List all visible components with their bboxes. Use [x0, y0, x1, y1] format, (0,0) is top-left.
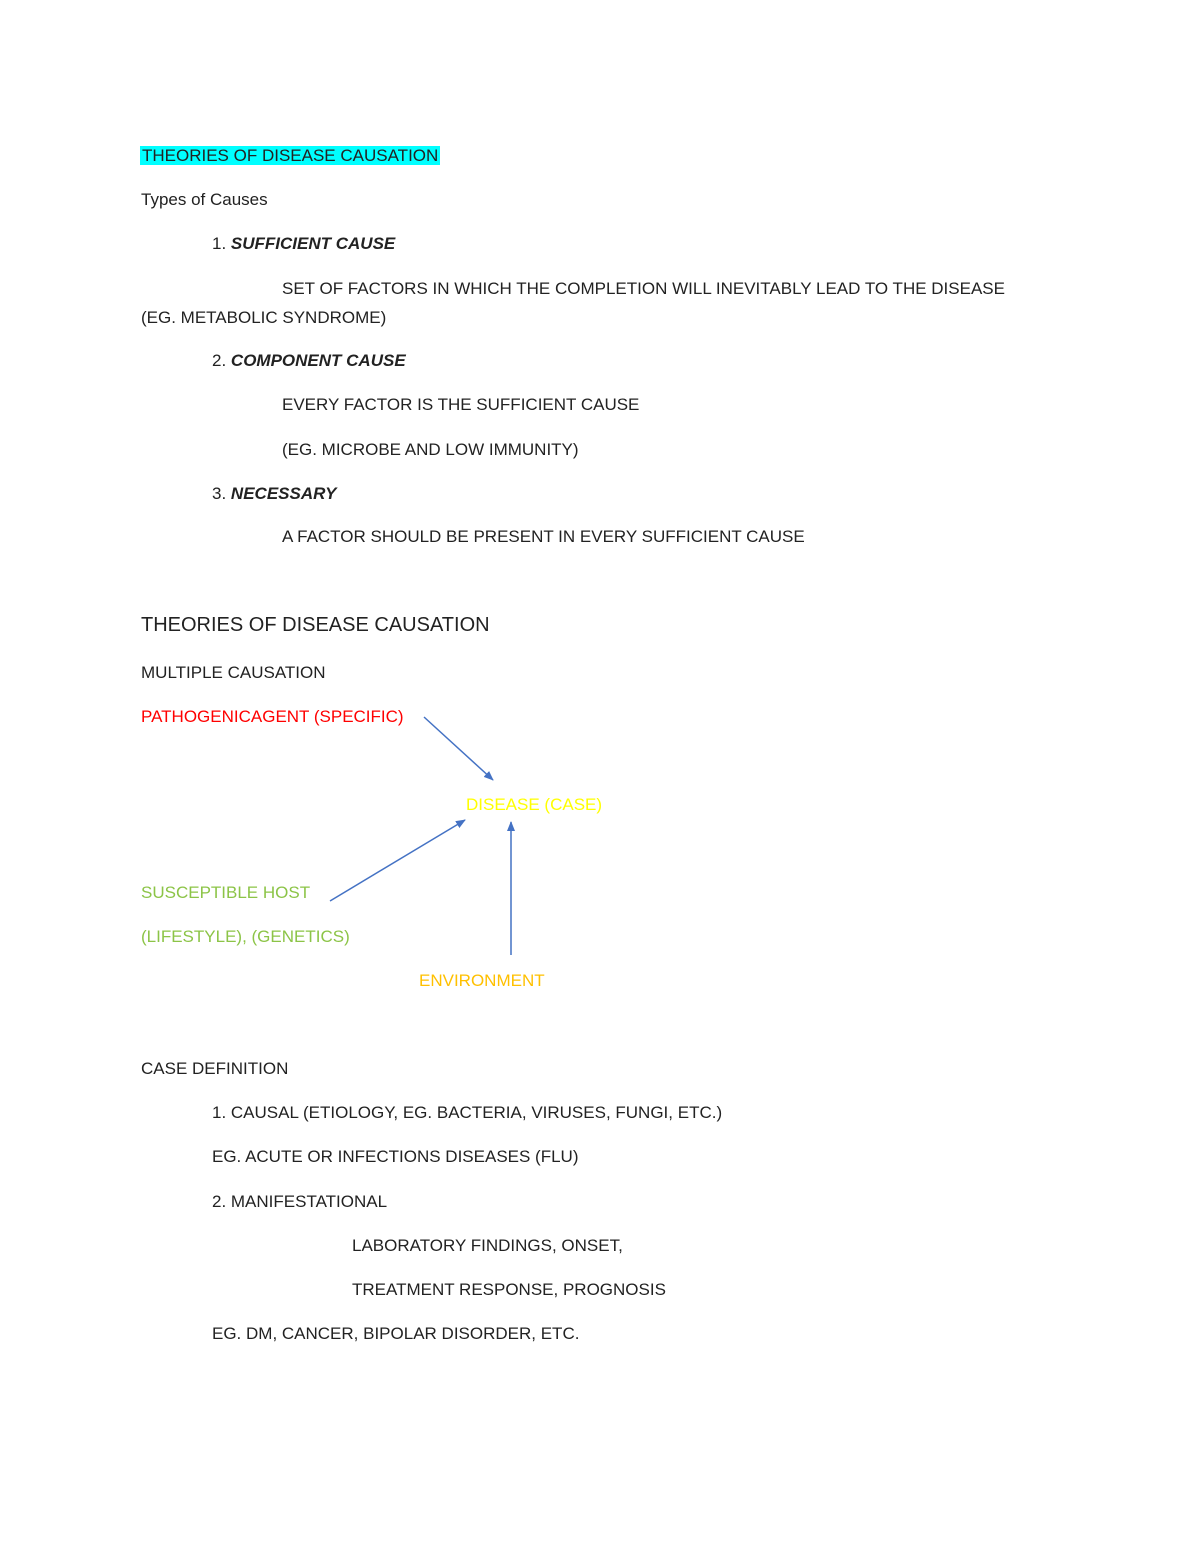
list-item-text: (EG. MICROBE AND LOW IMMUNITY) [282, 440, 579, 459]
highlighted-title: THEORIES OF DISEASE CAUSATION [142, 146, 439, 165]
section-subtitle: MULTIPLE CAUSATION [141, 663, 326, 682]
list-item-text: (EG. METABOLIC SYNDROME) [141, 308, 387, 327]
diagram-agent-label: PATHOGENICAGENT (SPECIFIC) [141, 707, 404, 726]
case-definition-line: 2. MANIFESTATIONAL [212, 1192, 388, 1211]
list-item-text: EVERY FACTOR IS THE SUFFICIENT CAUSE [282, 395, 640, 414]
list-number: 2. [212, 351, 227, 370]
section-title: THEORIES OF DISEASE CAUSATION [141, 614, 490, 636]
section-subtitle: Types of Causes [141, 190, 268, 209]
section-title: CASE DEFINITION [141, 1059, 289, 1078]
list-label: NECESSARY [230, 484, 337, 503]
list-number: 3. [212, 484, 227, 503]
list-label: COMPONENT CAUSE [230, 351, 406, 370]
diagram-host-detail: (LIFESTYLE), (GENETICS) [141, 927, 350, 946]
diagram-disease-label: DISEASE (CASE) [466, 795, 603, 814]
list-item-text: A FACTOR SHOULD BE PRESENT IN EVERY SUFFICIENT CAUSE [282, 527, 805, 546]
list-label: SUFFICIENT CAUSE [230, 234, 396, 253]
case-definition-line: EG. DM, CANCER, BIPOLAR DISORDER, ETC. [212, 1324, 580, 1343]
list-item-text: SET OF FACTORS IN WHICH THE COMPLETION WILL INEVITABLY LEAD TO THE DISEASE [282, 279, 1005, 298]
arrow-agent-to-disease [424, 717, 493, 780]
case-definition-line: 1. CAUSAL (ETIOLOGY, EG. BACTERIA, VIRUSES, FUNGI, ETC.) [212, 1103, 723, 1122]
list-number: 1. [212, 234, 227, 253]
case-definition-line: LABORATORY FINDINGS, ONSET, [352, 1236, 623, 1255]
diagram-environment-label: ENVIRONMENT [419, 971, 545, 990]
diagram-host-label: SUSCEPTIBLE HOST [141, 883, 311, 902]
arrow-host-to-disease [330, 820, 465, 901]
case-definition-line: EG. ACUTE OR INFECTIONS DISEASES (FLU) [212, 1147, 579, 1166]
case-definition-line: TREATMENT RESPONSE, PROGNOSIS [352, 1280, 666, 1299]
